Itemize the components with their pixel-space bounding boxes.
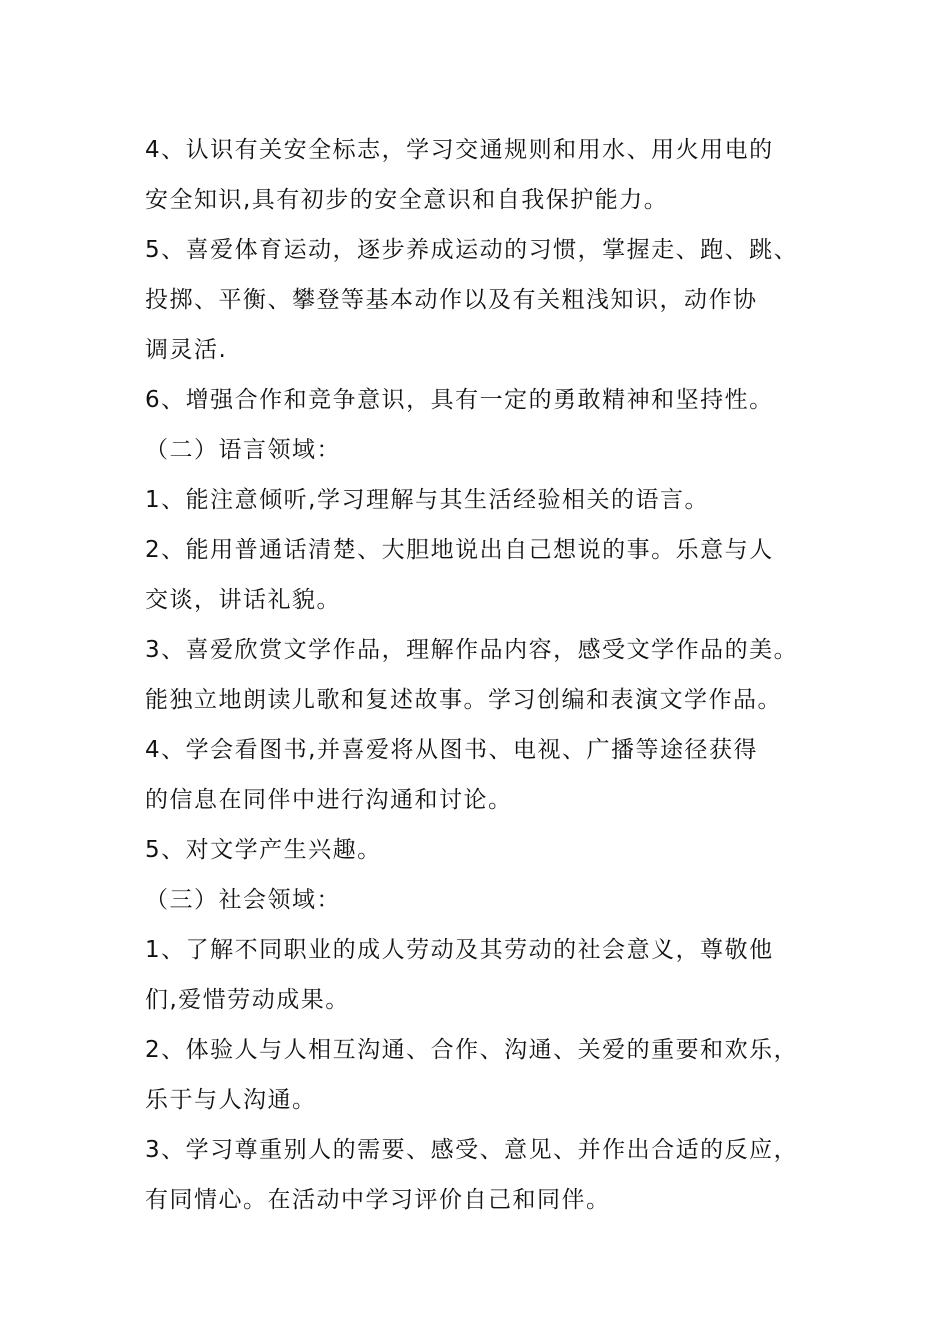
text-line: 能独立地朗读儿歌和复述故事。学习创编和表演文学作品。 — [145, 687, 782, 713]
text-line: 1、了解不同职业的成人劳动及其劳动的社会意义，尊敬他 — [145, 937, 774, 963]
text-line: 乐于与人沟通。 — [145, 1087, 317, 1113]
text-line: 5、喜爱体育运动，逐步养成运动的习惯，掌握走、跑、跳、 — [145, 237, 799, 263]
section-heading-social: （三）社会领域： — [145, 887, 341, 913]
text-line: 1、能注意倾听,学习理解与其生活经验相关的语言。 — [145, 487, 709, 513]
section-heading-language: （二）语言领域： — [145, 437, 341, 463]
text-line: 3、喜爱欣赏文学作品，理解作品内容，感受文学作品的美。 — [145, 637, 799, 663]
text-line: 投掷、平衡、攀登等基本动作以及有关粗浅知识，动作协 — [145, 287, 758, 313]
text-line: 4、学会看图书,并喜爱将从图书、电视、广播等途径获得 — [145, 737, 758, 763]
text-line: 5、对文学产生兴趣。 — [145, 837, 382, 863]
text-line: 调灵活. — [145, 337, 228, 363]
text-line: 交谈，讲话礼貌。 — [145, 587, 341, 613]
text-line: 3、学习尊重别人的需要、感受、意见、并作出合适的反应， — [145, 1137, 799, 1163]
text-line: 们,爱惜劳动成果。 — [145, 987, 350, 1013]
text-line: 2、能用普通话清楚、大胆地说出自己想说的事。乐意与人 — [145, 537, 774, 563]
text-line: 6、增强合作和竞争意识，具有一定的勇敢精神和坚持性。 — [145, 387, 774, 413]
text-line: 2、体验人与人相互沟通、合作、沟通、关爱的重要和欢乐， — [145, 1037, 799, 1063]
text-line: 4、认识有关安全标志，学习交通规则和用水、用火用电的 — [145, 137, 774, 163]
text-line: 的信息在同伴中进行沟通和讨论。 — [145, 787, 513, 813]
text-line: 有同情心。在活动中学习评价自己和同伴。 — [145, 1187, 611, 1213]
text-line: 安全知识,具有初步的安全意识和自我保护能力。 — [145, 187, 669, 213]
